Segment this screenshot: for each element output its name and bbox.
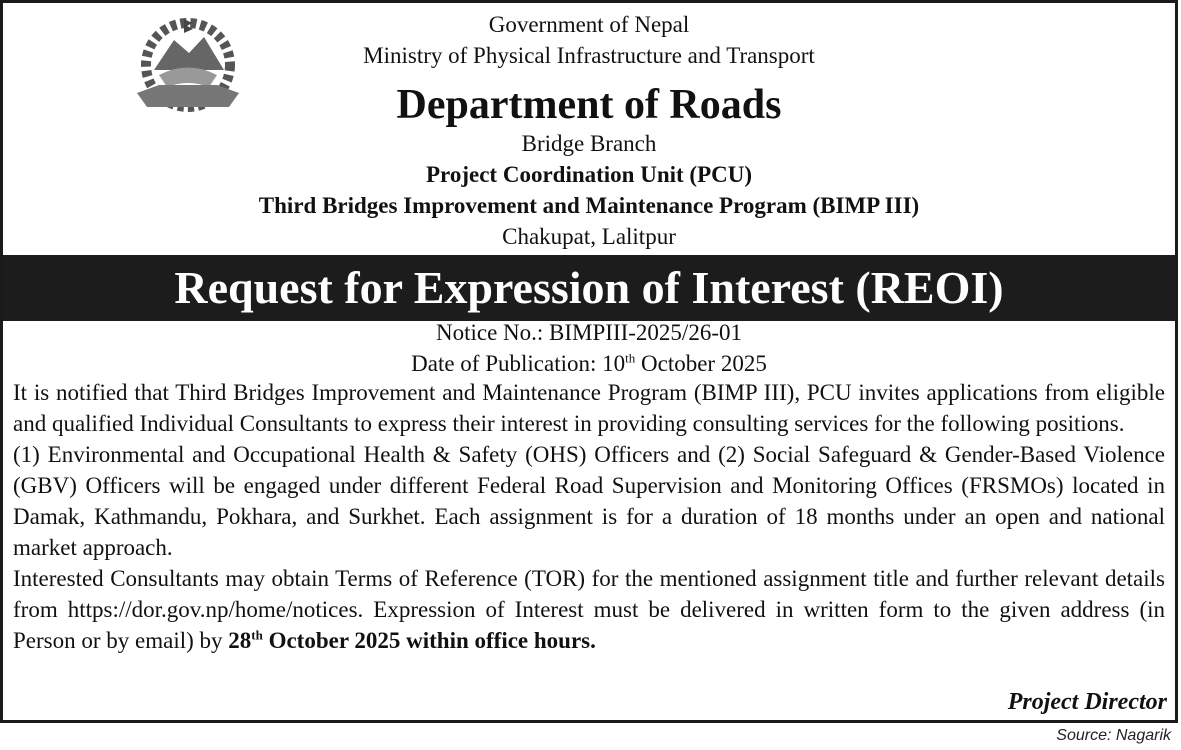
date-prefix: Date of Publication: 10	[411, 351, 626, 376]
deadline-day: 28	[228, 628, 252, 653]
header-top	[3, 9, 1175, 71]
reoi-banner: Request for Expression of Interest (REOI)	[3, 255, 1175, 321]
date-sup: th	[625, 350, 636, 366]
deadline-sup: th	[251, 627, 263, 643]
notice-number: Notice No.: BIMPIII-2025/26-01	[436, 320, 742, 345]
government-line: Government of Nepal	[488, 12, 690, 37]
program-line: Third Bridges Improvement and Maintenance Program (BIMP III)	[258, 193, 920, 218]
paragraph-positions: (1) Environmental and Occupational Health & Safety (OHS) Officers and (2) Social Safeguard & Gender-Based Violence (GBV) Officers will be engaged under different Federal Road Supervision and Monitoring Offices (FRSMOs) located in Damak, Kathmandu, Pokhara, and Surkhet. Each assignment is for a duration of 18 months under an open and national market approach.	[13, 442, 1165, 560]
instructions-text: Interested Consultants may obtain Terms of Reference (TOR) for the mentioned assignment title and further relevant details from https://dor.gov.np/home/notices. Expression of Interest must be delivered in written form to the given address (in Person or by email) by	[13, 566, 1165, 653]
notice-body	[13, 377, 1165, 656]
ministry-line: Ministry of Physical Infrastructure and Transport	[363, 43, 815, 68]
department-title: Department of Roads	[396, 82, 782, 128]
date-suffix: October 2025	[635, 351, 767, 376]
paragraph-intro: It is notified that Third Bridges Improvement and Maintenance Program (BIMP III), PCU invites applications from eligible and qualified Individual Consultants to express their interest in providing consulting services for the following positions.	[13, 380, 1165, 436]
unit-line: Project Coordination Unit (PCU)	[426, 162, 752, 187]
paragraph-instructions	[13, 563, 1165, 656]
source-credit: Source: Nagarik	[1056, 727, 1171, 744]
publication-date	[3, 348, 1175, 379]
branch-line: Bridge Branch	[521, 131, 657, 156]
notice-info	[3, 317, 1175, 379]
header-bottom	[3, 128, 1175, 252]
location-line: Chakupat, Lalitpur	[502, 224, 676, 249]
deadline-rest: October 2025 within office hours.	[262, 628, 596, 653]
deadline	[228, 628, 596, 653]
signature: Project Director	[1007, 689, 1167, 715]
